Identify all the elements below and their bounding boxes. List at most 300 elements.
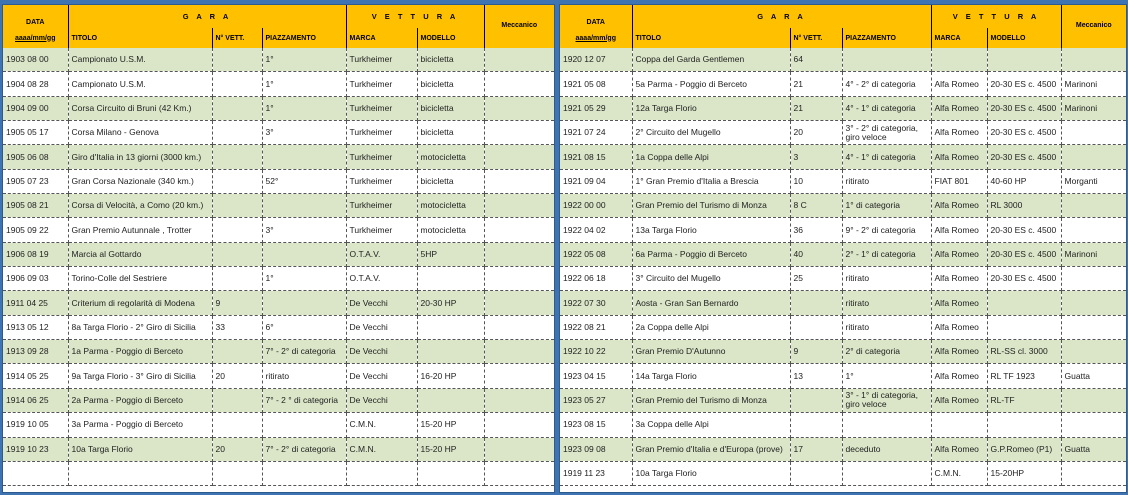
cell-marca: Turkheimer: [346, 72, 417, 96]
cell-modello: [417, 388, 484, 412]
cell-nvett: 64: [790, 48, 842, 72]
cell-date: 1905 08 21: [3, 194, 68, 218]
table-row: [3, 388, 554, 412]
cell-nvett: [790, 315, 842, 339]
cell-titolo: Aosta - Gran San Bernardo: [632, 291, 790, 315]
table-row: [560, 291, 1126, 315]
cell-marca: C.M.N.: [346, 437, 417, 461]
cell-nvett: 9: [212, 291, 262, 315]
cell-date: 1914 06 25: [3, 388, 68, 412]
cell-nvett: [212, 194, 262, 218]
cell-titolo: Campionato U.S.M.: [68, 72, 212, 96]
table-row: [3, 437, 554, 461]
cell-meccanico: Marinoni: [1061, 72, 1126, 96]
cell-piazzamento: ritirato: [842, 169, 931, 193]
cell-titolo: 2° Circuito del Mugello: [632, 121, 790, 145]
header-data: DATA: [560, 5, 632, 28]
cell-marca: Turkheimer: [346, 194, 417, 218]
table-row: [3, 72, 554, 96]
cell-marca: Alfa Romeo: [931, 388, 987, 412]
cell-meccanico: [1061, 218, 1126, 242]
cell-titolo: Gran Premio d'Italia e d'Europa (prove): [632, 437, 790, 461]
cell-modello: 20-30 ES c. 4500: [987, 96, 1061, 120]
table-row: [3, 461, 554, 485]
cell-modello: [987, 315, 1061, 339]
cell-piazzamento: 1°: [262, 48, 346, 72]
cell-meccanico: [484, 169, 554, 193]
cell-modello: motocicletta: [417, 218, 484, 242]
table-row: [560, 388, 1126, 412]
cell-piazzamento: [842, 48, 931, 72]
cell-meccanico: [484, 194, 554, 218]
cell-titolo: 14a Targa Florio: [632, 364, 790, 388]
cell-titolo: 1° Gran Premio d'Italia a Brescia: [632, 169, 790, 193]
cell-nvett: [212, 413, 262, 437]
cell-modello: [417, 461, 484, 485]
cell-piazzamento: 7° - 2° di categoria: [262, 340, 346, 364]
cell-meccanico: [484, 388, 554, 412]
header-gara: G A R A: [632, 5, 931, 28]
cell-date: 1904 09 00: [3, 96, 68, 120]
cell-piazzamento: 4° - 2° di categoria: [842, 72, 931, 96]
cell-date: 1903 08 00: [3, 48, 68, 72]
header-nvett: N° VETT.: [212, 28, 262, 48]
cell-nvett: 10: [790, 169, 842, 193]
cell-titolo: Coppa del Garda Gentlemen: [632, 48, 790, 72]
cell-date: 1920 12 07: [560, 48, 632, 72]
cell-titolo: Corsa Circuito di Bruni (42 Km.): [68, 96, 212, 120]
cell-meccanico: Guatta: [1061, 364, 1126, 388]
cell-meccanico: [1061, 315, 1126, 339]
cell-nvett: [212, 340, 262, 364]
cell-nvett: 36: [790, 218, 842, 242]
cell-date: 1923 08 15: [560, 413, 632, 437]
cell-piazzamento: 9° - 2° di categoria: [842, 218, 931, 242]
cell-meccanico: [484, 145, 554, 169]
cell-meccanico: [484, 364, 554, 388]
left-panel: [2, 4, 555, 493]
cell-meccanico: [1061, 388, 1126, 412]
cell-titolo: 10a Targa Florio: [68, 437, 212, 461]
table-row: [3, 145, 554, 169]
cell-nvett: 3: [790, 145, 842, 169]
cell-marca: Alfa Romeo: [931, 242, 987, 266]
cell-marca: Alfa Romeo: [931, 194, 987, 218]
cell-modello: 20-30 ES c. 4500: [987, 242, 1061, 266]
cell-titolo: 9a Targa Florio - 3° Giro di Sicilia: [68, 364, 212, 388]
cell-marca: Alfa Romeo: [931, 340, 987, 364]
cell-meccanico: Marinoni: [1061, 96, 1126, 120]
cell-piazzamento: 3° - 1° di categoria, giro veloce: [842, 388, 931, 412]
cell-nvett: [212, 218, 262, 242]
cell-nvett: [212, 48, 262, 72]
cell-modello: [417, 340, 484, 364]
table-row: [560, 96, 1126, 120]
table-row: [560, 72, 1126, 96]
cell-meccanico: Guatta: [1061, 437, 1126, 461]
cell-piazzamento: 7° - 2° di categoria: [262, 437, 346, 461]
cell-nvett: [212, 145, 262, 169]
cell-modello: [417, 315, 484, 339]
cell-titolo: 2a Parma - Poggio di Berceto: [68, 388, 212, 412]
cell-meccanico: [1061, 291, 1126, 315]
cell-modello: 20-30 ES c. 4500: [987, 218, 1061, 242]
cell-nvett: 25: [790, 267, 842, 291]
table-row: [560, 145, 1126, 169]
table-row: [3, 267, 554, 291]
cell-nvett: 40: [790, 242, 842, 266]
cell-meccanico: [484, 242, 554, 266]
cell-piazzamento: 1°: [262, 96, 346, 120]
cell-marca: FIAT 801: [931, 169, 987, 193]
cell-marca: Alfa Romeo: [931, 96, 987, 120]
table-row: [3, 96, 554, 120]
cell-titolo: 3° Circuito del Mugello: [632, 267, 790, 291]
cell-modello: bicicletta: [417, 96, 484, 120]
cell-titolo: Gran Premio D'Autunno: [632, 340, 790, 364]
header-modello: MODELLO: [417, 28, 484, 48]
table-row: [560, 413, 1126, 437]
cell-nvett: 21: [790, 96, 842, 120]
cell-meccanico: [1061, 48, 1126, 72]
cell-marca: Alfa Romeo: [931, 291, 987, 315]
cell-modello: 15-20 HP: [417, 437, 484, 461]
cell-meccanico: [484, 48, 554, 72]
cell-date: 1923 09 08: [560, 437, 632, 461]
cell-modello: bicicletta: [417, 48, 484, 72]
cell-marca: Alfa Romeo: [931, 364, 987, 388]
cell-meccanico: [484, 291, 554, 315]
table-row: [3, 291, 554, 315]
cell-nvett: 9: [790, 340, 842, 364]
cell-date: 1921 05 29: [560, 96, 632, 120]
cell-marca: C.M.N.: [346, 413, 417, 437]
cell-marca: C.M.N.: [931, 461, 987, 485]
cell-date: 1919 10 23: [3, 437, 68, 461]
cell-date: 1921 08 15: [560, 145, 632, 169]
cell-meccanico: [484, 413, 554, 437]
cell-titolo: 3a Parma - Poggio di Berceto: [68, 413, 212, 437]
cell-date: 1922 08 21: [560, 315, 632, 339]
cell-marca: [931, 48, 987, 72]
cell-titolo: Gran Premio del Turismo di Monza: [632, 194, 790, 218]
cell-date: 1922 05 08: [560, 242, 632, 266]
cell-titolo: [68, 461, 212, 485]
table-row: [3, 340, 554, 364]
cell-piazzamento: 6°: [262, 315, 346, 339]
cell-modello: bicicletta: [417, 72, 484, 96]
header-piazzamento: PIAZZAMENTO: [262, 28, 346, 48]
cell-modello: motocicletta: [417, 194, 484, 218]
cell-titolo: 13a Targa Florio: [632, 218, 790, 242]
cell-marca: Alfa Romeo: [931, 145, 987, 169]
cell-marca: De Vecchi: [346, 315, 417, 339]
cell-date: 1922 06 18: [560, 267, 632, 291]
table-row: [560, 242, 1126, 266]
header-vettura: V E T T U R A: [346, 5, 484, 28]
cell-marca: Alfa Romeo: [931, 437, 987, 461]
cell-meccanico: [1061, 121, 1126, 145]
cell-marca: [346, 461, 417, 485]
cell-titolo: 12a Targa Florio: [632, 96, 790, 120]
cell-nvett: [212, 96, 262, 120]
cell-date: 1919 10 05: [3, 413, 68, 437]
cell-meccanico: [484, 340, 554, 364]
cell-piazzamento: ritirato: [842, 267, 931, 291]
table-body-right: [560, 48, 1126, 486]
cell-titolo: Gran Premio Autunnale , Trotter: [68, 218, 212, 242]
table-row: [560, 121, 1126, 145]
table-row: [3, 218, 554, 242]
cell-nvett: 21: [790, 72, 842, 96]
table-row: [560, 218, 1126, 242]
cell-marca: Alfa Romeo: [931, 218, 987, 242]
cell-piazzamento: [262, 291, 346, 315]
cell-marca: Alfa Romeo: [931, 72, 987, 96]
cell-titolo: Corsa di Velocità, a Como (20 km.): [68, 194, 212, 218]
cell-piazzamento: [262, 413, 346, 437]
header-data: DATA: [3, 5, 68, 28]
cell-modello: G.P.Romeo (P1): [987, 437, 1061, 461]
header-titolo: TITOLO: [632, 28, 790, 48]
table-row: [560, 194, 1126, 218]
cell-nvett: 13: [790, 364, 842, 388]
cell-modello: 40-60 HP: [987, 169, 1061, 193]
cell-meccanico: [484, 267, 554, 291]
cell-date: 1921 07 24: [560, 121, 632, 145]
cell-nvett: [212, 267, 262, 291]
cell-meccanico: [484, 461, 554, 485]
cell-titolo: 2a Coppa delle Alpi: [632, 315, 790, 339]
cell-date: 1905 09 22: [3, 218, 68, 242]
cell-modello: bicicletta: [417, 121, 484, 145]
cell-date: 1922 00 00: [560, 194, 632, 218]
cell-titolo: Gran Corsa Nazionale (340 km.): [68, 169, 212, 193]
cell-date: 1906 09 03: [3, 267, 68, 291]
cell-piazzamento: [262, 194, 346, 218]
cell-meccanico: [484, 121, 554, 145]
cell-date: 1923 05 27: [560, 388, 632, 412]
cell-date: 1922 04 02: [560, 218, 632, 242]
cell-meccanico: [484, 218, 554, 242]
cell-piazzamento: 2° di categoria: [842, 340, 931, 364]
cell-marca: Turkheimer: [346, 48, 417, 72]
cell-marca: Turkheimer: [346, 169, 417, 193]
cell-nvett: 17: [790, 437, 842, 461]
cell-piazzamento: 3° - 2° di categoria, giro veloce: [842, 121, 931, 145]
cell-nvett: 8 C: [790, 194, 842, 218]
cell-piazzamento: 2° - 1° di categoria: [842, 242, 931, 266]
cell-modello: RL-TF: [987, 388, 1061, 412]
cell-nvett: 20: [790, 121, 842, 145]
cell-date: 1911 04 25: [3, 291, 68, 315]
cell-nvett: [212, 72, 262, 96]
cell-piazzamento: 7° - 2 ° di categoria: [262, 388, 346, 412]
cell-titolo: 5a Parma - Poggio di Berceto: [632, 72, 790, 96]
cell-piazzamento: ritirato: [842, 315, 931, 339]
cell-nvett: 20: [212, 364, 262, 388]
cell-meccanico: [484, 96, 554, 120]
cell-titolo: 1a Parma - Poggio di Berceto: [68, 340, 212, 364]
cell-marca: [931, 413, 987, 437]
cell-date: 1905 05 17: [3, 121, 68, 145]
cell-meccanico: [1061, 340, 1126, 364]
cell-nvett: [212, 388, 262, 412]
cell-titolo: Marcia al Gottardo: [68, 242, 212, 266]
cell-piazzamento: [262, 461, 346, 485]
cell-piazzamento: 1° di categoria: [842, 194, 931, 218]
cell-titolo: Torino-Colle del Sestriere: [68, 267, 212, 291]
table-row: [560, 364, 1126, 388]
cell-piazzamento: deceduto: [842, 437, 931, 461]
cell-marca: Turkheimer: [346, 96, 417, 120]
cell-meccanico: [484, 437, 554, 461]
table-row: [560, 437, 1126, 461]
table-row: [560, 340, 1126, 364]
table-row: [3, 364, 554, 388]
table-row: [3, 194, 554, 218]
cell-date: 1923 04 15: [560, 364, 632, 388]
header-meccanico: Meccanico: [484, 5, 554, 48]
cell-modello: [417, 267, 484, 291]
cell-modello: 20-30 HP: [417, 291, 484, 315]
header-modello: MODELLO: [987, 28, 1061, 48]
cell-modello: 20-30 ES c. 4500: [987, 121, 1061, 145]
cell-marca: O.T.A.V.: [346, 242, 417, 266]
cell-piazzamento: ritirato: [842, 291, 931, 315]
cell-nvett: [790, 291, 842, 315]
cell-modello: 20-30 ES c. 4500: [987, 267, 1061, 291]
cell-meccanico: Morganti: [1061, 169, 1126, 193]
cell-piazzamento: ritirato: [262, 364, 346, 388]
table-body-left: [3, 48, 554, 486]
cell-date: 1913 05 12: [3, 315, 68, 339]
cell-date: 1922 07 30: [560, 291, 632, 315]
cell-nvett: 20: [212, 437, 262, 461]
cell-date: 1913 09 28: [3, 340, 68, 364]
header-meccanico: Meccanico: [1061, 5, 1126, 48]
table-row: [3, 242, 554, 266]
cell-modello: RL-SS cl. 3000: [987, 340, 1061, 364]
cell-meccanico: [1061, 145, 1126, 169]
table-row: [3, 315, 554, 339]
cell-piazzamento: 3°: [262, 121, 346, 145]
table-row: [560, 267, 1126, 291]
cell-meccanico: [484, 315, 554, 339]
cell-piazzamento: 1°: [262, 267, 346, 291]
header-date-format: aaaa/mm/gg: [560, 28, 632, 48]
table-row: [560, 48, 1126, 72]
cell-piazzamento: [842, 461, 931, 485]
cell-meccanico: Marinoni: [1061, 242, 1126, 266]
cell-modello: RL TF 1923: [987, 364, 1061, 388]
cell-date: 1904 08 28: [3, 72, 68, 96]
cell-modello: 20-30 ES c. 4500: [987, 145, 1061, 169]
header-marca: MARCA: [346, 28, 417, 48]
cell-nvett: [790, 388, 842, 412]
cell-titolo: 1a Coppa delle Alpi: [632, 145, 790, 169]
race-table-right: [560, 5, 1126, 486]
cell-date: 1919 11 23: [560, 461, 632, 485]
cell-marca: O.T.A.V.: [346, 267, 417, 291]
cell-titolo: 10a Targa Florio: [632, 461, 790, 485]
cell-modello: motocicletta: [417, 145, 484, 169]
table-row: [560, 461, 1126, 485]
cell-marca: Turkheimer: [346, 218, 417, 242]
cell-date: 1905 06 08: [3, 145, 68, 169]
cell-modello: 16-20 HP: [417, 364, 484, 388]
header-titolo: TITOLO: [68, 28, 212, 48]
cell-marca: Alfa Romeo: [931, 121, 987, 145]
cell-date: 1922 10 22: [560, 340, 632, 364]
cell-meccanico: [1061, 194, 1126, 218]
cell-piazzamento: [842, 413, 931, 437]
cell-titolo: 6a Parma - Poggio di Berceto: [632, 242, 790, 266]
table-row: [3, 121, 554, 145]
cell-modello: 15-20 HP: [417, 413, 484, 437]
cell-meccanico: [1061, 461, 1126, 485]
cell-nvett: [790, 461, 842, 485]
cell-date: 1906 08 19: [3, 242, 68, 266]
cell-date: [3, 461, 68, 485]
cell-titolo: Gran Premio del Turismo di Monza: [632, 388, 790, 412]
cell-meccanico: [1061, 413, 1126, 437]
cell-date: 1905 07 23: [3, 169, 68, 193]
cell-nvett: [212, 242, 262, 266]
cell-marca: De Vecchi: [346, 340, 417, 364]
cell-modello: bicicletta: [417, 169, 484, 193]
cell-nvett: [212, 121, 262, 145]
cell-piazzamento: 1°: [262, 72, 346, 96]
cell-piazzamento: 1°: [842, 364, 931, 388]
table-row: [3, 169, 554, 193]
cell-piazzamento: 4° - 1° di categoria: [842, 145, 931, 169]
cell-date: 1921 09 04: [560, 169, 632, 193]
header-marca: MARCA: [931, 28, 987, 48]
cell-piazzamento: 3°: [262, 218, 346, 242]
cell-titolo: Criterium di regolarità di Modena: [68, 291, 212, 315]
race-table-left: [3, 5, 554, 486]
table-row: [560, 315, 1126, 339]
cell-marca: De Vecchi: [346, 291, 417, 315]
cell-marca: De Vecchi: [346, 388, 417, 412]
cell-titolo: Corsa Milano - Genova: [68, 121, 212, 145]
header-nvett: N° VETT.: [790, 28, 842, 48]
cell-titolo: Giro d'Italia in 13 giorni (3000 km.): [68, 145, 212, 169]
header-vettura: V E T T U R A: [931, 5, 1061, 28]
table-row: [560, 169, 1126, 193]
header-date-format: aaaa/mm/gg: [3, 28, 68, 48]
cell-titolo: 3a Coppa delle Alpi: [632, 413, 790, 437]
cell-modello: [987, 413, 1061, 437]
cell-modello: RL 3000: [987, 194, 1061, 218]
cell-piazzamento: 52°: [262, 169, 346, 193]
table-row: [3, 48, 554, 72]
cell-nvett: [790, 413, 842, 437]
cell-modello: 20-30 ES c. 4500: [987, 72, 1061, 96]
cell-modello: 15-20HP: [987, 461, 1061, 485]
cell-modello: 5HP: [417, 242, 484, 266]
cell-titolo: 8a Targa Florio - 2° Giro di Sicilia: [68, 315, 212, 339]
cell-marca: Alfa Romeo: [931, 315, 987, 339]
cell-meccanico: [1061, 267, 1126, 291]
cell-piazzamento: [262, 145, 346, 169]
cell-marca: Alfa Romeo: [931, 267, 987, 291]
right-panel: [559, 4, 1127, 493]
cell-modello: [987, 291, 1061, 315]
cell-marca: Turkheimer: [346, 121, 417, 145]
header-piazzamento: PIAZZAMENTO: [842, 28, 931, 48]
